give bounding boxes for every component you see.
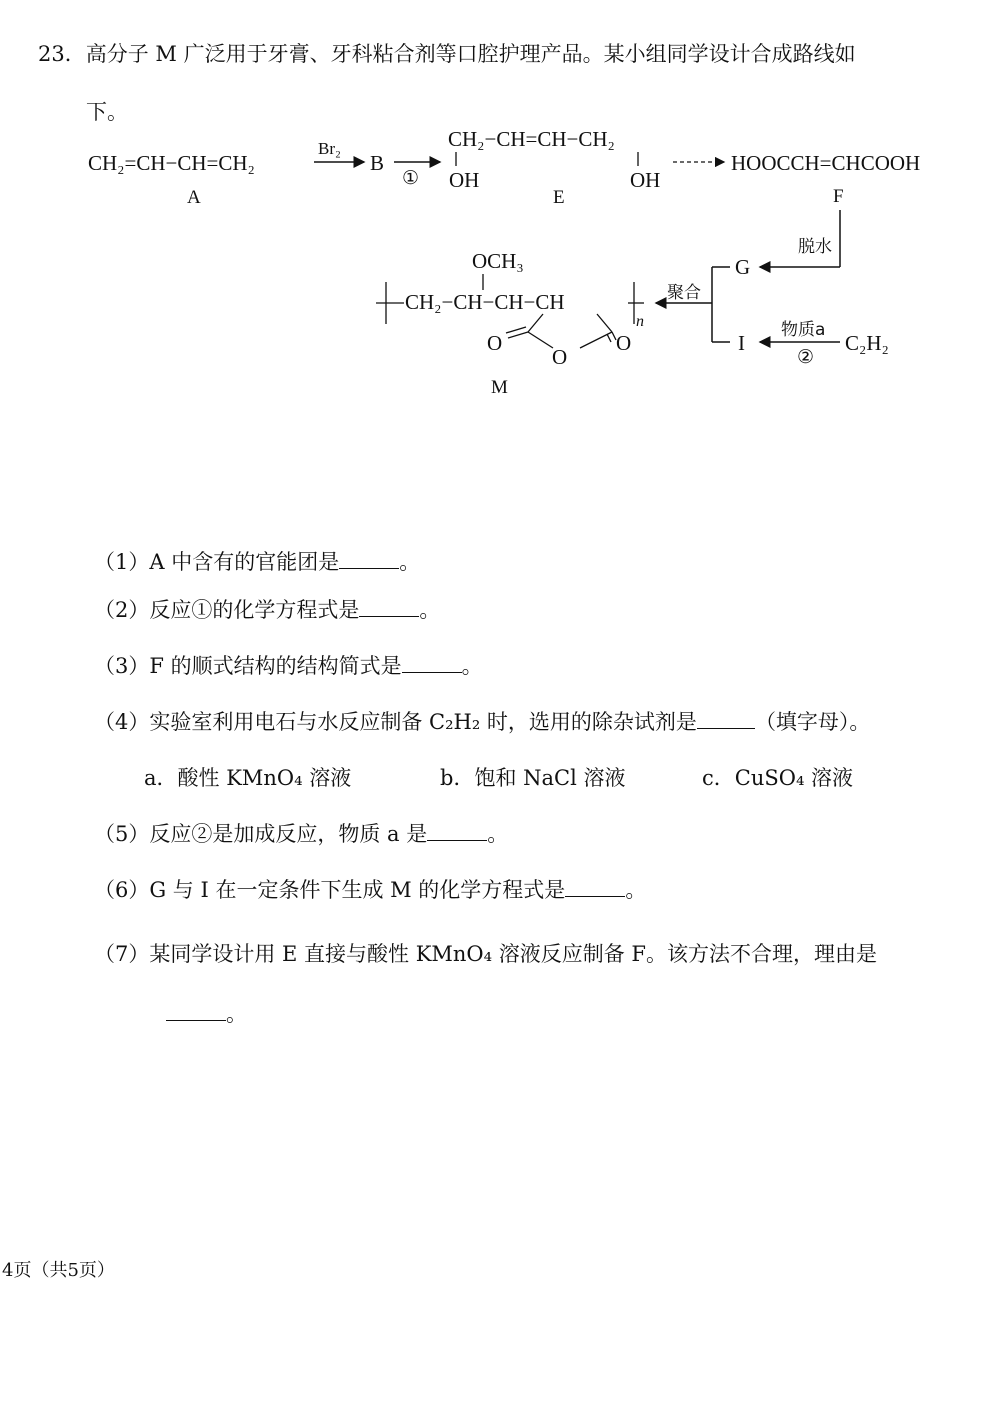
answer-blank-5[interactable] [427,822,487,841]
question-6-text: （6）G 与 I 在一定条件下生成 M 的化学方程式是 [94,878,566,902]
step-2-label: ② [797,347,815,368]
answer-blank-4[interactable] [697,710,755,729]
question-5-text: （5）反应②是加成反应，物质 a 是 [94,822,428,846]
polymer-m-o-right: O [616,331,632,355]
compound-e-oh-left: OH [449,168,480,192]
c2h2-formula: C₂H₂ [845,331,889,355]
compound-a-label: A [187,187,201,208]
question-2 [94,594,440,624]
reagent-br2: Br₂ [318,139,341,158]
polymer-m-label: M [491,377,508,398]
polymer-m-chain: CH₂−CH−CH−CH [405,290,565,314]
option-b: b．饱和 NaCl 溶液 [440,766,626,790]
question-3 [94,650,483,680]
polymerize-label: 聚合 [667,283,701,303]
compound-f-label: F [833,186,844,207]
question-7-text: （7）某同学设计用 E 直接与酸性 KMnO₄ 溶液反应制备 F。该方法不合理，理由是 [94,942,877,966]
question-7-answer-line [166,998,247,1028]
compound-a-formula: CH₂=CH−CH=CH₂ [88,151,255,175]
polymer-m-o-ring: O [552,345,568,369]
compound-g-label: G [735,255,751,279]
question-7 [94,938,877,968]
polymer-m-och3: OCH₃ [472,249,524,273]
step-1-label: ① [402,168,420,189]
compound-e-oh-right: OH [630,168,661,192]
compound-b-label: B [370,151,385,175]
question-3-text: （3）F 的顺式结构的结构简式是 [94,654,402,678]
answer-blank-7[interactable] [166,1002,226,1021]
question-4-text: （4）实验室利用电石与水反应制备 C₂H₂ 时，选用的除杂试剂是 [94,710,697,734]
answer-blank-2[interactable] [359,598,419,617]
polymer-m-n: n [636,313,644,330]
question-5 [94,818,508,848]
question-7-tail: 。 [226,1002,247,1026]
compound-f-formula: HOOCCH=CHCOOH [731,151,921,175]
option-a: a．酸性 KMnO₄ 溶液 [144,766,352,790]
compound-e-label: E [553,187,565,208]
question-4-suffix: （填字母）。 [754,710,871,734]
answer-blank-3[interactable] [402,654,462,673]
question-1-text: （1）A 中含有的官能团是 [94,550,340,574]
compound-i-label: I [738,331,745,355]
question-5-suffix: 。 [487,822,509,846]
synthesis-scheme [0,110,992,530]
question-number: 23． [38,42,86,66]
question-6 [94,874,646,904]
question-6-suffix: 。 [625,878,647,902]
question-2-suffix: 。 [419,598,441,622]
compound-e-top: CH₂−CH=CH−CH₂ [448,127,615,151]
answer-blank-1[interactable] [339,550,399,569]
question-1-suffix: 。 [399,550,421,574]
question-intro-line1: 高分子 M 广泛用于牙膏、牙科粘合剂等口腔护理产品。某小组同学设计合成路线如 [85,42,856,66]
question-2-text: （2）反应①的化学方程式是 [94,598,360,622]
answer-blank-6[interactable] [565,878,625,897]
question-4 [94,706,870,736]
reagent-a-label: 物质a [781,320,826,340]
question-1 [94,546,420,576]
page-footer: 4页（共5页） [2,1260,115,1281]
dehydrate-label: 脱水 [798,237,832,257]
question-intro-line2: 下。 [86,100,128,124]
question-header [38,38,856,68]
question-3-suffix: 。 [461,654,483,678]
polymer-m-o-left: O [487,331,503,355]
option-c: c．CuSO₄ 溶液 [702,766,854,790]
